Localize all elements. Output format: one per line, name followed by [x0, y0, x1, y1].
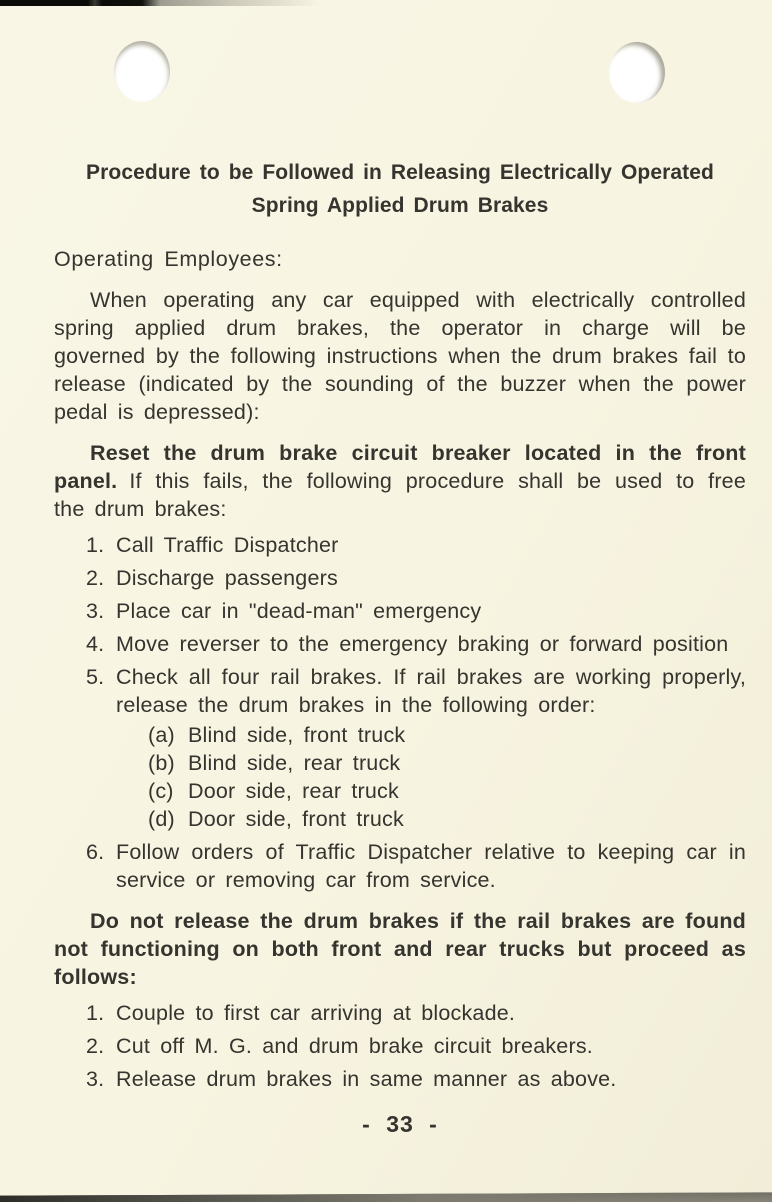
sub-list-item [116, 749, 746, 777]
reset-paragraph-bold-text: Reset the drum brake circuit breaker located in the front panel. [54, 441, 746, 493]
reset-paragraph [54, 439, 746, 523]
release-order-sublist [116, 721, 746, 833]
list-item-body [116, 663, 746, 833]
list-item [54, 663, 746, 833]
punch-hole-left [114, 41, 170, 102]
sub-list-item-text: Door side, front truck [188, 807, 404, 831]
list-item-text: Call Traffic Dispatcher [116, 533, 339, 557]
scan-edge-bottom-artifact [0, 1192, 772, 1202]
list-item-number: 2. [86, 1034, 105, 1058]
page-title [54, 156, 746, 222]
sub-list-item-number: (a) [148, 723, 175, 747]
list-item-number: 3. [86, 599, 105, 623]
list-item-text: Release drum brakes in same manner as above. [116, 1067, 617, 1091]
warning-paragraph: Do not release the drum brakes if the rail brakes are found not functioning on both front and rear trucks but proceed as follows: [54, 909, 746, 989]
sub-list-item-number: (c) [148, 779, 174, 803]
list-item [54, 1065, 746, 1093]
list-item-number: 1. [86, 1001, 105, 1025]
list-item [54, 999, 746, 1027]
punch-hole-right [609, 42, 665, 103]
list-item-text: Couple to first car arriving at blockade. [116, 1001, 516, 1025]
procedure-list [54, 531, 746, 894]
sub-list-item-text: Blind side, front truck [188, 723, 406, 747]
list-item-number: 3. [86, 1067, 105, 1091]
scan-edge-top-artifact [0, 0, 320, 6]
salutation: Operating Employees: [54, 247, 283, 271]
sub-list-item [116, 777, 746, 805]
list-item-text: Check all four rail brakes. If rail brakes are working properly, release the drum brakes in the following order: [116, 665, 746, 717]
page-title-line-2: Spring Applied Drum Brakes [251, 194, 549, 217]
list-item-number: 5. [86, 665, 105, 689]
reset-paragraph-rest-text: If this fails, the following procedure shall be used to free the drum brakes: [54, 469, 746, 521]
list-item [54, 1032, 746, 1060]
list-item-number: 6. [86, 840, 105, 864]
list-item-number: 2. [86, 566, 105, 590]
page-content [54, 156, 746, 1138]
sub-list-item [116, 721, 746, 749]
list-item-text: Cut off M. G. and drum brake circuit breakers. [116, 1034, 593, 1058]
blockade-list [54, 999, 746, 1093]
sub-list-item [116, 805, 746, 833]
list-item-text: Follow orders of Traffic Dispatcher relative to keeping car in service or removing car from service. [116, 840, 746, 892]
list-item-text: Move reverser to the emergency braking or forward position [116, 632, 729, 656]
sub-list-item-text: Blind side, rear truck [188, 751, 401, 775]
page-number: - 33 - [362, 1111, 438, 1137]
sub-list-item-number: (b) [148, 751, 175, 775]
list-item-text: Place car in "dead-man" emergency [116, 599, 482, 623]
list-item [54, 564, 746, 592]
list-item [54, 838, 746, 894]
sub-list-item-number: (d) [148, 807, 175, 831]
sub-list-item-text: Door side, rear truck [188, 779, 399, 803]
list-item [54, 630, 746, 658]
list-item-text: Discharge passengers [116, 566, 338, 590]
intro-paragraph: When operating any car equipped with electrically controlled spring applied drum brakes, the operator in charge will be governed by the following instructions when the drum brakes fail to release (indicated by the sounding of the buzzer when the power pedal is depressed): [54, 288, 746, 424]
list-item [54, 531, 746, 559]
page-title-line-1: Procedure to be Followed in Releasing Electrically Operated [86, 161, 714, 184]
list-item-number: 1. [86, 533, 105, 557]
list-item-number: 4. [86, 632, 105, 656]
list-item [54, 597, 746, 625]
